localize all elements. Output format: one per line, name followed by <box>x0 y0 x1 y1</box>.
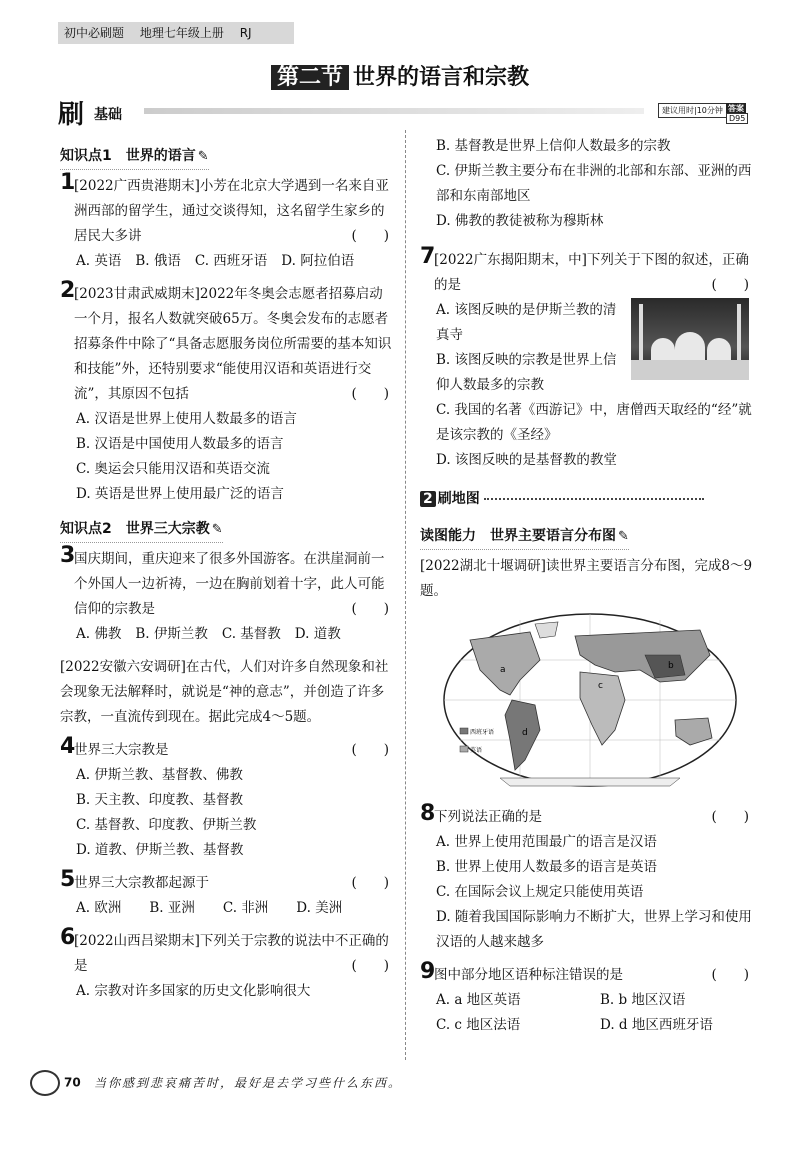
question-number: 8 <box>420 801 436 826</box>
pen-icon: ✎ <box>618 529 629 544</box>
option-c[interactable]: C. 非洲 <box>222 900 269 916</box>
question-number: 3 <box>60 543 76 568</box>
page-footer <box>30 1070 750 1098</box>
option-d[interactable]: D. 美洲 <box>296 900 343 916</box>
map-label-b: b <box>668 661 674 671</box>
brush-char: 刷 <box>58 100 85 130</box>
page-number: 70 <box>64 1075 81 1090</box>
question-1 <box>60 170 395 274</box>
option-a[interactable]: A. 该图反映的是伊斯兰教的清真寺 <box>436 302 617 343</box>
option-b[interactable]: B. 汉语是中国使用人数最多的语言 <box>76 436 284 452</box>
option-b[interactable]: B. 该图反映的宗教是世界上信仰人数最多的宗教 <box>436 352 617 393</box>
question-number: 5 <box>60 867 76 892</box>
option-b[interactable]: B. 基督教是世界上信仰人数最多的宗教 <box>436 138 671 154</box>
minaret-shape <box>737 304 741 362</box>
page-number-block <box>30 1070 81 1096</box>
question-5 <box>60 867 395 921</box>
mosque-photo <box>631 298 749 380</box>
section-number: 第二节 <box>271 65 349 90</box>
option-a[interactable]: A. 英语 <box>76 253 122 269</box>
answer-paren[interactable]: ( ) <box>351 386 389 402</box>
option-b[interactable]: B. b 地区汉语 <box>600 992 686 1008</box>
question-number: 6 <box>60 925 76 950</box>
option-c[interactable]: C. 基督教、印度教、伊斯兰教 <box>76 817 257 833</box>
answer-paren[interactable]: ( ) <box>711 967 749 983</box>
question-stem: [2022山西吕梁期末]下列关于宗教的说法中不正确的是 <box>74 933 389 974</box>
question-stem: 下列说法正确的是 <box>434 809 542 825</box>
option-b[interactable]: B. 亚洲 <box>149 900 195 916</box>
knowledge-point-1 <box>60 144 209 170</box>
time-value: 10分钟 <box>696 106 723 115</box>
option-b[interactable]: B. 伊斯兰教 <box>135 626 208 642</box>
option-c[interactable]: C. 伊斯兰教主要分布在非洲的北部和东部、亚洲的西部和东南部地区 <box>436 163 752 204</box>
options <box>60 249 395 274</box>
option-a[interactable]: A. 欧洲 <box>76 900 122 916</box>
option-c[interactable]: C. 奥运会只能用汉语和英语交流 <box>76 461 270 477</box>
option-c[interactable]: C. c 地区法语 <box>436 1017 521 1033</box>
options <box>420 988 755 1013</box>
question-number: 9 <box>420 959 436 984</box>
brush-map-label: 刷地图 <box>437 491 480 507</box>
option-a[interactable]: A. 佛教 <box>76 626 122 642</box>
answer-paren[interactable]: ( ) <box>351 958 389 974</box>
kp1-label: 知识点1 世界的语言 <box>60 148 196 164</box>
question-4 <box>60 734 395 863</box>
map-label-a: a <box>500 665 506 675</box>
right-column <box>420 134 755 1046</box>
question-number: 1 <box>60 170 76 195</box>
question-stem: [2022广东揭阳期末，中]下列关于下图的叙述，正确的是 <box>434 252 749 293</box>
section-tag: 2 <box>420 491 436 507</box>
question-8 <box>420 801 755 955</box>
answer-paren[interactable]: ( ) <box>351 742 389 758</box>
dome-shape <box>675 332 705 362</box>
column-divider <box>405 130 406 1060</box>
basics-label: 基础 <box>94 107 122 123</box>
section-title <box>0 60 800 91</box>
question-stem: 图中部分地区语种标注错误的是 <box>434 967 623 983</box>
globe-icon <box>30 1070 60 1096</box>
option-d[interactable]: D. 英语是世界上使用最广泛的语言 <box>76 486 284 502</box>
option-b[interactable]: B. 天主教、印度教、基督教 <box>76 792 244 808</box>
option-d[interactable]: D. 道教、伊斯兰教、基督教 <box>76 842 244 858</box>
footer-motto: 当你感到悲哀痛苦时，最好是去学习些什么东西。 <box>94 1076 403 1090</box>
option-c[interactable]: C. 我国的名著《西游记》中，唐僧西天取经的“经”就是该宗教的《圣经》 <box>436 402 752 443</box>
world-language-map <box>440 610 740 790</box>
option-d[interactable]: D. 道教 <box>294 626 341 642</box>
option-b[interactable]: B. 世界上使用人数最多的语言是英语 <box>436 859 658 875</box>
map-note: [2022湖北十堰调研]读世界主要语言分布图，完成8～9题。 <box>420 558 753 599</box>
answer-page: D95 <box>726 113 748 124</box>
option-a[interactable]: A. 伊斯兰教、基督教、佛教 <box>76 767 243 783</box>
pen-icon: ✎ <box>211 522 223 537</box>
question-3 <box>60 543 395 647</box>
knowledge-point-2 <box>60 517 223 543</box>
map-title-label: 读图能力 世界主要语言分布图 <box>420 528 616 544</box>
question-2 <box>60 278 395 507</box>
option-c[interactable]: C. 在国际会议上规定只能使用英语 <box>436 884 644 900</box>
option-c[interactable]: C. 西班牙语 <box>194 253 268 269</box>
kp2-label: 知识点2 世界三大宗教 <box>60 521 210 537</box>
answer-paren[interactable]: ( ) <box>711 809 749 825</box>
minaret-shape <box>639 304 643 362</box>
answer-paren[interactable]: ( ) <box>711 277 749 293</box>
options <box>60 896 395 921</box>
option-d[interactable]: D. 佛教的教徒被称为穆斯林 <box>436 213 604 229</box>
edition: RJ <box>239 26 252 40</box>
pen-icon: ✎ <box>197 149 209 164</box>
time-badge: 建议用时|10分钟 <box>658 103 727 118</box>
option-d[interactable]: D. d 地区西班牙语 <box>600 1017 713 1033</box>
material-note: [2022安徽六安调研]在古代，人们对许多自然现象和社会现象无法解释时，就说是“神的意志”，并创造了许多宗教，一直流传到现在。据此完成4～5题。 <box>60 659 389 725</box>
banner-bar <box>144 108 644 114</box>
options <box>420 1013 755 1038</box>
answer-paren[interactable]: ( ) <box>351 601 389 617</box>
option-a[interactable]: A. 汉语是世界上使用人数最多的语言 <box>76 411 297 427</box>
question-stem: [2022广西贵港期末]小芳在北京大学遇到一名来自亚洲西部的留学生，通过交谈得知，这名留学生家乡的居民大多讲 <box>74 178 389 244</box>
question-number: 7 <box>420 244 436 269</box>
question-6 <box>60 925 395 1004</box>
option-b[interactable]: B. 俄语 <box>135 253 181 269</box>
map-label-c: c <box>598 681 603 691</box>
dome-shape <box>707 338 731 362</box>
answer-paren[interactable]: ( ) <box>351 228 389 244</box>
question-number: 2 <box>60 278 76 303</box>
option-a[interactable]: A. 宗教对许多国家的历史文化影响很大 <box>76 983 311 999</box>
book-header <box>58 22 294 44</box>
map-legend: 西班牙语 <box>470 729 495 736</box>
map-legend-2: 英语 <box>470 747 483 754</box>
question-7 <box>420 244 755 473</box>
option-a[interactable]: A. a 地区英语 <box>436 992 521 1008</box>
question-stem: 世界三大宗教是 <box>74 742 169 758</box>
time-label: 建议用时 <box>662 106 694 115</box>
book-name: 初中必刷题 <box>64 26 125 40</box>
option-c[interactable]: C. 基督教 <box>221 626 281 642</box>
option-a[interactable]: A. 世界上使用范围最广的语言是汉语 <box>436 834 657 850</box>
map-skill-title <box>420 524 629 550</box>
left-column <box>60 142 395 1012</box>
question-stem: 世界三大宗教都起源于 <box>74 875 209 891</box>
dome-shape <box>651 338 675 362</box>
basics-banner <box>58 98 753 130</box>
subject-name: 地理七年级上册 <box>139 26 224 40</box>
answer-label: 答案 <box>728 104 744 113</box>
building-base <box>631 360 749 380</box>
dotted-line <box>484 498 704 500</box>
section-name: 世界的语言和宗教 <box>353 65 530 90</box>
answer-paren[interactable]: ( ) <box>351 875 389 891</box>
answer-badge <box>726 103 753 123</box>
option-d[interactable]: D. 随着我国国际影响力不断扩大，世界上学习和使用汉语的人越来越多 <box>436 909 752 950</box>
map-label-d: d <box>522 728 528 738</box>
question-stem: [2023甘肃武威期末]2022年冬奥会志愿者招募启动一个月，报名人数就突破65万。冬奥会发布的志愿者招募条件中除了“具备志愿服务岗位所需要的基本知识和技能”外，还特别要求“能使用汉语和英语进行交流”，其原因不包括 <box>74 286 392 402</box>
question-stem: 国庆期间，重庆迎来了很多外国游客。在洪崖洞前一个外国人一边祈祷，一边在胸前划着十字，此人可能信仰的宗教是 <box>74 551 385 617</box>
question-9 <box>420 959 755 1038</box>
brush-map-heading <box>420 487 755 512</box>
option-d[interactable]: D. 该图反映的是基督教的教堂 <box>436 452 617 468</box>
question-number: 4 <box>60 734 76 759</box>
option-d[interactable]: D. 阿拉伯语 <box>281 253 355 269</box>
options <box>60 622 395 647</box>
